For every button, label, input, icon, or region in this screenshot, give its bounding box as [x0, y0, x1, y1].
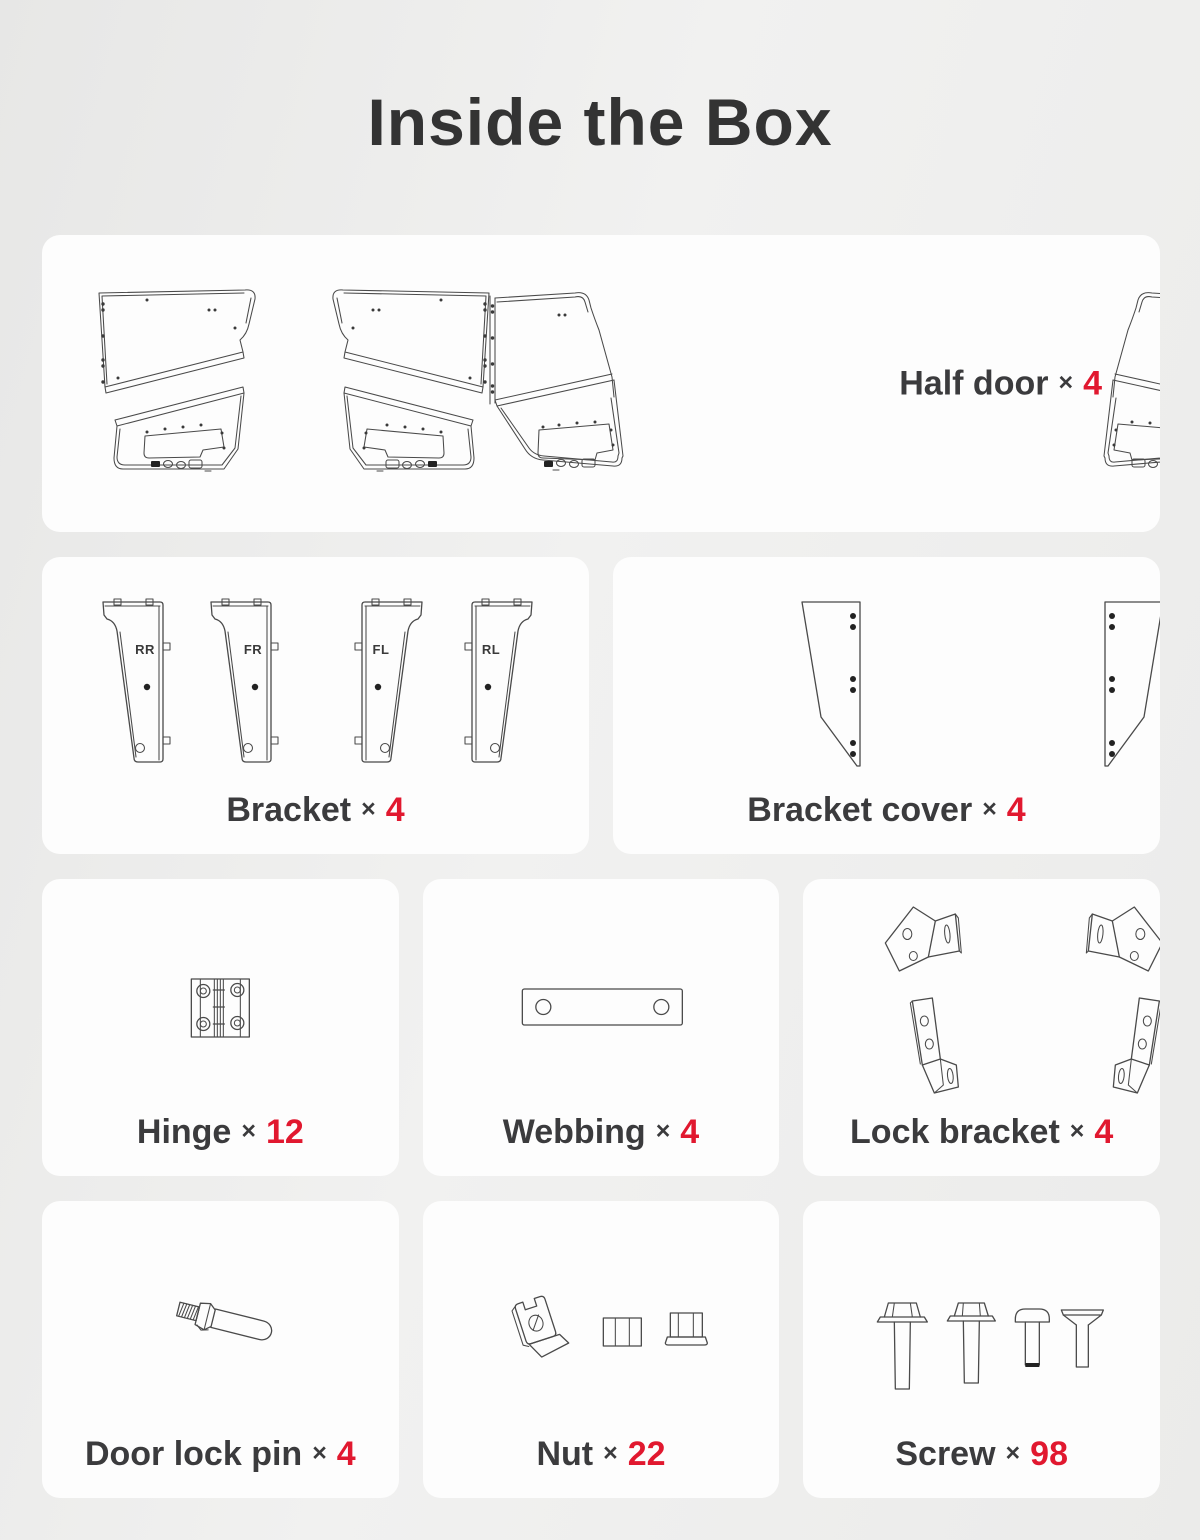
- hinge-label: [42, 1113, 399, 1152]
- bracket-variant-label: FL: [372, 642, 390, 657]
- times-sign: ×: [361, 795, 376, 823]
- screw-card: [803, 1201, 1160, 1498]
- row-hardware-1: [42, 879, 1160, 1176]
- times-sign: ×: [655, 1117, 671, 1145]
- times-sign: ×: [312, 1439, 327, 1467]
- bracket-variant-label: FR: [243, 642, 263, 657]
- part-count: 4: [336, 1435, 356, 1473]
- half-door-front-right: [333, 290, 489, 471]
- bracket-card: [42, 557, 589, 854]
- times-sign: ×: [1069, 1117, 1085, 1145]
- part-count: 4: [385, 791, 405, 829]
- times-sign: ×: [603, 1439, 618, 1467]
- screw-label: [803, 1435, 1160, 1474]
- hinge-card: [42, 879, 399, 1176]
- part-count: 4: [1006, 791, 1026, 829]
- lock-bracket-card: [803, 879, 1160, 1176]
- pan-head-screw: [1016, 1309, 1050, 1367]
- door-lock-pin-label: [42, 1435, 399, 1474]
- part-count: 12: [265, 1113, 304, 1151]
- door-lock-pin-card: [42, 1201, 399, 1498]
- part-name: Hinge: [136, 1113, 232, 1151]
- bracket-rr: [103, 599, 170, 762]
- bracket-rl: [465, 599, 532, 762]
- lock-bracket-z-left: [911, 998, 959, 1093]
- part-name: Half door: [899, 364, 1049, 402]
- part-count: 4: [1083, 364, 1102, 402]
- times-sign: ×: [1058, 368, 1074, 396]
- bracket-cover-left: [802, 602, 860, 766]
- row-hardware-2: [42, 1201, 1160, 1498]
- row-brackets: [42, 557, 1160, 854]
- part-name: Door lock pin: [84, 1435, 303, 1473]
- half-door-rear-left: [490, 293, 623, 470]
- part-count: 22: [627, 1435, 666, 1473]
- row-half-door: [42, 235, 1160, 532]
- bracket-label: [42, 791, 589, 830]
- half-door-front-left: [99, 290, 255, 471]
- lock-bracket-label: [803, 1113, 1160, 1152]
- webbing-card: [423, 879, 780, 1176]
- times-sign: ×: [1005, 1439, 1021, 1467]
- bracket-cover-right: [1105, 602, 1160, 766]
- part-name: Nut: [536, 1435, 594, 1473]
- flange-bolt-long: [878, 1303, 928, 1389]
- webbing-label: [423, 1113, 780, 1152]
- part-name: Webbing: [502, 1113, 646, 1151]
- bracket-fl: [355, 599, 422, 762]
- lock-bracket-z-right: [1114, 998, 1160, 1093]
- flange-bolt-short: [948, 1303, 996, 1383]
- bracket-cover-card: [613, 557, 1160, 854]
- part-count: 4: [1094, 1113, 1114, 1151]
- nut-label: [423, 1435, 780, 1474]
- half-door-label: [899, 364, 1102, 403]
- times-sign: ×: [241, 1117, 256, 1145]
- half-door-rear-right: [1104, 293, 1160, 470]
- part-name: Screw: [895, 1435, 996, 1473]
- bracket-variant-label: RR: [135, 642, 155, 657]
- bracket-variant-label: RL: [481, 642, 501, 657]
- part-name: Bracket: [226, 791, 352, 829]
- bracket-cover-label: [613, 791, 1160, 830]
- hex-nut: [603, 1318, 641, 1346]
- part-count: 4: [680, 1113, 700, 1151]
- lock-bracket-corner-left: [886, 907, 962, 971]
- page-title: Inside the Box: [367, 85, 833, 159]
- times-sign: ×: [982, 795, 997, 823]
- countersunk-screw: [1062, 1310, 1104, 1367]
- part-name: Bracket cover: [747, 791, 973, 829]
- bracket-fr: [211, 599, 278, 762]
- flange-nut: [665, 1313, 707, 1345]
- part-name: Lock bracket: [850, 1113, 1060, 1151]
- part-count: 98: [1030, 1435, 1068, 1473]
- clip-nut: [510, 1293, 570, 1362]
- lock-bracket-corner-right: [1087, 907, 1160, 971]
- nut-card: [423, 1201, 780, 1498]
- parts-grid: [42, 235, 1160, 1498]
- half-door-card: [42, 235, 1160, 532]
